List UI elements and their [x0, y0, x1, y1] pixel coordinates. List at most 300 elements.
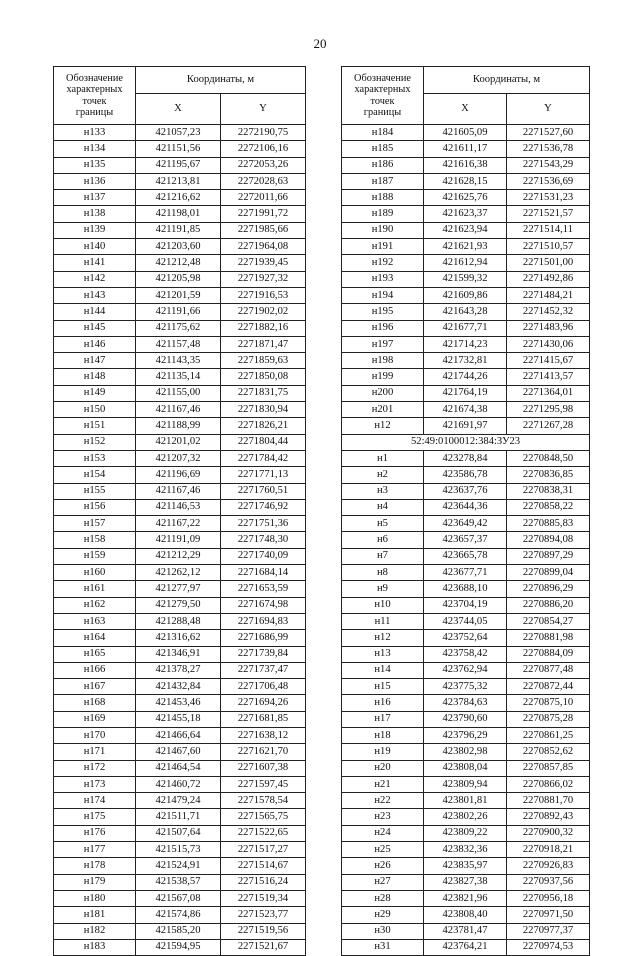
- y-coordinate-cell: 2271452,32: [507, 304, 590, 320]
- table-row: [54, 679, 306, 695]
- x-coordinate-cell: 423802,26: [424, 809, 507, 825]
- point-label-cell: н162: [54, 597, 136, 613]
- table-row: [342, 402, 590, 418]
- y-coordinate-cell: 2272053,26: [221, 157, 306, 173]
- point-label-cell: н7: [342, 548, 424, 564]
- table-row: [54, 776, 306, 792]
- point-label-cell: н182: [54, 923, 136, 939]
- y-coordinate-cell: 2270900,32: [507, 825, 590, 841]
- table-row: [54, 662, 306, 678]
- point-label-cell: н27: [342, 874, 424, 890]
- x-coordinate-cell: 421143,35: [136, 353, 221, 369]
- x-coordinate-cell: 421621,93: [424, 239, 507, 255]
- coordinates-header: Координаты, м: [136, 67, 306, 94]
- table-row: [54, 255, 306, 271]
- y-coordinate-cell: 2271543,29: [507, 157, 590, 173]
- x-coordinate-cell: 421467,60: [136, 744, 221, 760]
- x-coordinate-cell: 421625,76: [424, 190, 507, 206]
- x-coordinate-cell: 421262,12: [136, 565, 221, 581]
- point-label-cell: н189: [342, 206, 424, 222]
- point-label-cell: н167: [54, 679, 136, 695]
- table-row: [342, 565, 590, 581]
- point-label-cell: н16: [342, 695, 424, 711]
- table-row: [54, 548, 306, 564]
- x-coordinate-cell: 421146,53: [136, 499, 221, 515]
- y-coordinate-cell: 2271831,75: [221, 385, 306, 401]
- table-row: [342, 890, 590, 906]
- table-row: [342, 662, 590, 678]
- point-label-cell: н196: [342, 320, 424, 336]
- table-row: [342, 581, 590, 597]
- point-label-cell: н148: [54, 369, 136, 385]
- point-label-cell: н5: [342, 516, 424, 532]
- table-row: [54, 581, 306, 597]
- y-coordinate-cell: 2271621,70: [221, 744, 306, 760]
- point-label-cell: н168: [54, 695, 136, 711]
- coordinates-header: Координаты, м: [424, 67, 590, 94]
- x-coordinate-cell: 421628,15: [424, 173, 507, 189]
- y-coordinate-cell: 2271830,94: [221, 402, 306, 418]
- table-row: [54, 874, 306, 890]
- x-coordinate-cell: 421612,94: [424, 255, 507, 271]
- x-coordinate-cell: 423758,42: [424, 646, 507, 662]
- point-label-cell: н30: [342, 923, 424, 939]
- point-label-header-line: границы: [75, 107, 114, 118]
- x-coordinate-cell: 423762,94: [424, 662, 507, 678]
- table-row: [342, 190, 590, 206]
- table-row: [54, 499, 306, 515]
- x-coordinate-cell: 421432,84: [136, 679, 221, 695]
- table-row: [54, 271, 306, 287]
- y-coordinate-cell: 2271521,67: [221, 939, 306, 955]
- table-row: [54, 239, 306, 255]
- table-row: [54, 939, 306, 955]
- x-coordinate-cell: 423677,71: [424, 565, 507, 581]
- table-row: [54, 760, 306, 776]
- point-label-cell: н179: [54, 874, 136, 890]
- point-label-cell: н178: [54, 858, 136, 874]
- table-row: [342, 842, 590, 858]
- y-coordinate-cell: 2272011,66: [221, 190, 306, 206]
- y-coordinate-cell: 2270852,62: [507, 744, 590, 760]
- x-coordinate-cell: 421609,86: [424, 287, 507, 303]
- point-label-cell: н160: [54, 565, 136, 581]
- x-coordinate-cell: 423784,63: [424, 695, 507, 711]
- point-label-cell: н29: [342, 907, 424, 923]
- x-column-header: X: [424, 94, 507, 125]
- x-coordinate-cell: 421623,37: [424, 206, 507, 222]
- y-coordinate-cell: 2271519,34: [221, 890, 306, 906]
- y-coordinate-cell: 2271510,57: [507, 239, 590, 255]
- point-label-cell: н151: [54, 418, 136, 434]
- x-coordinate-cell: 421453,46: [136, 695, 221, 711]
- table-row: [342, 630, 590, 646]
- point-label-cell: н191: [342, 239, 424, 255]
- y-coordinate-cell: 2271681,85: [221, 711, 306, 727]
- y-coordinate-cell: 2271492,86: [507, 271, 590, 287]
- y-coordinate-cell: 2271985,66: [221, 222, 306, 238]
- table-row: [342, 809, 590, 825]
- table-row: [342, 711, 590, 727]
- x-coordinate-cell: 421155,00: [136, 385, 221, 401]
- point-label-cell: н20: [342, 760, 424, 776]
- y-coordinate-cell: 2271415,67: [507, 353, 590, 369]
- y-coordinate-cell: 2271871,47: [221, 336, 306, 352]
- y-coordinate-cell: 2271295,98: [507, 402, 590, 418]
- y-coordinate-cell: 2271739,84: [221, 646, 306, 662]
- point-label-cell: н185: [342, 141, 424, 157]
- point-label-cell: н15: [342, 679, 424, 695]
- point-label-cell: н195: [342, 304, 424, 320]
- x-coordinate-cell: 421201,02: [136, 434, 221, 450]
- x-coordinate-cell: 421205,98: [136, 271, 221, 287]
- point-label-cell: н153: [54, 450, 136, 466]
- table-row: [342, 385, 590, 401]
- point-label-cell: н169: [54, 711, 136, 727]
- y-coordinate-cell: 2271517,27: [221, 842, 306, 858]
- point-label-cell: н23: [342, 809, 424, 825]
- x-coordinate-cell: 421616,38: [424, 157, 507, 173]
- y-column-header: Y: [221, 94, 306, 125]
- table-row: [54, 793, 306, 809]
- y-coordinate-cell: 2271916,53: [221, 287, 306, 303]
- y-coordinate-cell: 2271694,83: [221, 613, 306, 629]
- y-coordinate-cell: 2270836,85: [507, 467, 590, 483]
- x-coordinate-cell: 421167,46: [136, 402, 221, 418]
- y-coordinate-cell: 2271607,38: [221, 760, 306, 776]
- table-row: [342, 353, 590, 369]
- table-row: [54, 141, 306, 157]
- y-coordinate-cell: 2271430,06: [507, 336, 590, 352]
- y-coordinate-cell: 2270884,09: [507, 646, 590, 662]
- y-coordinate-cell: 2270858,22: [507, 499, 590, 515]
- point-label-cell: н9: [342, 581, 424, 597]
- x-coordinate-cell: 421623,94: [424, 222, 507, 238]
- table-row: [54, 467, 306, 483]
- point-label-header-line: точек: [82, 95, 107, 107]
- y-coordinate-cell: 2270881,98: [507, 630, 590, 646]
- y-coordinate-cell: 2271484,21: [507, 287, 590, 303]
- y-coordinate-cell: 2271740,09: [221, 548, 306, 564]
- table-row: [54, 597, 306, 613]
- point-label-cell: н4: [342, 499, 424, 515]
- table-row: [342, 695, 590, 711]
- point-label-cell: н26: [342, 858, 424, 874]
- point-label-cell: н171: [54, 744, 136, 760]
- x-column-header: X: [136, 94, 221, 125]
- point-label-cell: н142: [54, 271, 136, 287]
- x-coordinate-cell: 421288,48: [136, 613, 221, 629]
- table-row: [54, 353, 306, 369]
- point-label-cell: н174: [54, 793, 136, 809]
- y-coordinate-cell: 2270892,43: [507, 809, 590, 825]
- x-coordinate-cell: 421191,09: [136, 532, 221, 548]
- point-label-cell: н139: [54, 222, 136, 238]
- x-coordinate-cell: 423796,29: [424, 727, 507, 743]
- x-coordinate-cell: 421196,69: [136, 467, 221, 483]
- land-parcel-cadastral-number: 52:49:0100012:384:ЗУ23: [342, 434, 590, 450]
- table-row: [342, 793, 590, 809]
- table-row: [342, 532, 590, 548]
- y-coordinate-cell: 2271536,69: [507, 173, 590, 189]
- y-coordinate-cell: 2270896,29: [507, 581, 590, 597]
- x-coordinate-cell: 423278,84: [424, 450, 507, 466]
- table-row: [342, 858, 590, 874]
- point-label-cell: н163: [54, 613, 136, 629]
- x-coordinate-cell: 421277,97: [136, 581, 221, 597]
- point-label-cell: н173: [54, 776, 136, 792]
- y-coordinate-cell: 2271686,99: [221, 630, 306, 646]
- y-coordinate-cell: 2271748,30: [221, 532, 306, 548]
- table-row: [342, 320, 590, 336]
- coordinates-table-left: [53, 66, 306, 956]
- y-coordinate-cell: 2271784,42: [221, 450, 306, 466]
- table-row: [54, 809, 306, 825]
- point-label-cell: н18: [342, 727, 424, 743]
- x-coordinate-cell: 421524,91: [136, 858, 221, 874]
- point-label-cell: н12: [342, 418, 424, 434]
- y-coordinate-cell: 2270926,83: [507, 858, 590, 874]
- x-coordinate-cell: 421455,18: [136, 711, 221, 727]
- table-row: [54, 418, 306, 434]
- table-row: [54, 402, 306, 418]
- table-row: [342, 450, 590, 466]
- table-row: [54, 125, 306, 141]
- table-row: [342, 548, 590, 564]
- table-row: [342, 939, 590, 955]
- y-coordinate-cell: 2271706,48: [221, 679, 306, 695]
- x-coordinate-cell: 421460,72: [136, 776, 221, 792]
- table-row: [342, 727, 590, 743]
- x-coordinate-cell: 421611,17: [424, 141, 507, 157]
- table-row: [342, 125, 590, 141]
- x-coordinate-cell: 421507,64: [136, 825, 221, 841]
- y-coordinate-cell: 2270848,50: [507, 450, 590, 466]
- y-coordinate-cell: 2270872,44: [507, 679, 590, 695]
- table-row: [54, 890, 306, 906]
- x-coordinate-cell: 421346,91: [136, 646, 221, 662]
- table-row: [54, 907, 306, 923]
- y-coordinate-cell: 2270899,04: [507, 565, 590, 581]
- x-coordinate-cell: 423637,76: [424, 483, 507, 499]
- y-coordinate-cell: 2270897,29: [507, 548, 590, 564]
- x-coordinate-cell: 423790,60: [424, 711, 507, 727]
- point-label-cell: н152: [54, 434, 136, 450]
- x-coordinate-cell: 421188,99: [136, 418, 221, 434]
- point-label-cell: н183: [54, 939, 136, 955]
- x-coordinate-cell: 421511,71: [136, 809, 221, 825]
- point-label-cell: н188: [342, 190, 424, 206]
- y-coordinate-cell: 2271804,44: [221, 434, 306, 450]
- point-label-cell: н194: [342, 287, 424, 303]
- y-coordinate-cell: 2270875,28: [507, 711, 590, 727]
- x-coordinate-cell: 421538,57: [136, 874, 221, 890]
- point-label-cell: н166: [54, 662, 136, 678]
- table-row: [54, 858, 306, 874]
- point-label-cell: н192: [342, 255, 424, 271]
- x-coordinate-cell: 421643,28: [424, 304, 507, 320]
- table-row: [54, 727, 306, 743]
- point-label-cell: н164: [54, 630, 136, 646]
- point-label-cell: н21: [342, 776, 424, 792]
- x-coordinate-cell: 421674,38: [424, 402, 507, 418]
- y-coordinate-cell: 2271514,11: [507, 222, 590, 238]
- point-label-cell: н172: [54, 760, 136, 776]
- point-label-cell: н158: [54, 532, 136, 548]
- table-row: [342, 874, 590, 890]
- table-row: [54, 842, 306, 858]
- x-coordinate-cell: 423764,21: [424, 939, 507, 955]
- point-label-cell: н176: [54, 825, 136, 841]
- y-coordinate-cell: 2270875,10: [507, 695, 590, 711]
- table-row: [342, 418, 590, 434]
- table-row: [54, 646, 306, 662]
- point-label-cell: н145: [54, 320, 136, 336]
- x-coordinate-cell: 421691,97: [424, 418, 507, 434]
- table-row: [54, 923, 306, 939]
- point-label-header-line: точек: [370, 95, 395, 107]
- x-coordinate-cell: 423644,36: [424, 499, 507, 515]
- y-coordinate-cell: 2271527,60: [507, 125, 590, 141]
- point-label-cell: н150: [54, 402, 136, 418]
- x-coordinate-cell: 423808,40: [424, 907, 507, 923]
- x-coordinate-cell: 421279,50: [136, 597, 221, 613]
- y-coordinate-cell: 2271578,54: [221, 793, 306, 809]
- y-coordinate-cell: 2271882,16: [221, 320, 306, 336]
- x-coordinate-cell: 423665,78: [424, 548, 507, 564]
- point-label-cell: н134: [54, 141, 136, 157]
- table-row: [342, 760, 590, 776]
- y-coordinate-cell: 2270877,48: [507, 662, 590, 678]
- y-coordinate-cell: 2271653,59: [221, 581, 306, 597]
- y-coordinate-cell: 2271521,57: [507, 206, 590, 222]
- table-row: [342, 467, 590, 483]
- table-row: [54, 565, 306, 581]
- y-coordinate-cell: 2272106,16: [221, 141, 306, 157]
- table-row: [342, 336, 590, 352]
- x-coordinate-cell: 421203,60: [136, 239, 221, 255]
- table-row: [342, 304, 590, 320]
- point-label-cell: н155: [54, 483, 136, 499]
- table-row: [342, 369, 590, 385]
- table-row: [342, 287, 590, 303]
- point-label-header-line: границы: [363, 107, 402, 118]
- table-row: [342, 646, 590, 662]
- table-row: [54, 532, 306, 548]
- x-coordinate-cell: 421677,71: [424, 320, 507, 336]
- table-row: [54, 206, 306, 222]
- table-row: [54, 222, 306, 238]
- x-coordinate-cell: 423744,05: [424, 613, 507, 629]
- x-coordinate-cell: 421479,24: [136, 793, 221, 809]
- table-body-right-b: [342, 450, 590, 955]
- x-coordinate-cell: 421714,23: [424, 336, 507, 352]
- x-coordinate-cell: 421515,73: [136, 842, 221, 858]
- point-label-cell: н138: [54, 206, 136, 222]
- x-coordinate-cell: 421213,81: [136, 173, 221, 189]
- table-row: [54, 613, 306, 629]
- point-label-cell: н8: [342, 565, 424, 581]
- point-label-cell: н31: [342, 939, 424, 955]
- y-coordinate-cell: 2271501,00: [507, 255, 590, 271]
- point-label-cell: н12: [342, 630, 424, 646]
- point-label-cell: н175: [54, 809, 136, 825]
- point-label-cell: н170: [54, 727, 136, 743]
- point-label-cell: н199: [342, 369, 424, 385]
- table-row: [54, 695, 306, 711]
- table-row: [342, 173, 590, 189]
- y-coordinate-cell: 2271674,98: [221, 597, 306, 613]
- table-row: [54, 483, 306, 499]
- y-coordinate-cell: 2271565,75: [221, 809, 306, 825]
- point-label-cell: н133: [54, 125, 136, 141]
- table-row: [342, 516, 590, 532]
- y-coordinate-cell: 2271939,45: [221, 255, 306, 271]
- table-row: [54, 320, 306, 336]
- y-coordinate-cell: 2271523,77: [221, 907, 306, 923]
- table-row: [342, 141, 590, 157]
- point-label-cell: н22: [342, 793, 424, 809]
- point-label-cell: н197: [342, 336, 424, 352]
- y-coordinate-cell: 2271771,13: [221, 467, 306, 483]
- x-coordinate-cell: 421157,48: [136, 336, 221, 352]
- point-label-cell: н25: [342, 842, 424, 858]
- point-label-cell: н190: [342, 222, 424, 238]
- point-label-cell: н198: [342, 353, 424, 369]
- table-row: [342, 271, 590, 287]
- x-coordinate-cell: 421212,29: [136, 548, 221, 564]
- x-coordinate-cell: 421585,20: [136, 923, 221, 939]
- x-coordinate-cell: 423801,81: [424, 793, 507, 809]
- point-label-cell: н186: [342, 157, 424, 173]
- y-coordinate-cell: 2270857,85: [507, 760, 590, 776]
- table-row: [342, 679, 590, 695]
- y-coordinate-cell: 2271413,57: [507, 369, 590, 385]
- x-coordinate-cell: 421212,48: [136, 255, 221, 271]
- y-coordinate-cell: 2271684,14: [221, 565, 306, 581]
- point-label-cell: н13: [342, 646, 424, 662]
- x-coordinate-cell: 423649,42: [424, 516, 507, 532]
- y-coordinate-cell: 2270854,27: [507, 613, 590, 629]
- point-label-cell: н24: [342, 825, 424, 841]
- y-coordinate-cell: 2271737,47: [221, 662, 306, 678]
- y-coordinate-cell: 2271991,72: [221, 206, 306, 222]
- y-coordinate-cell: 2271964,08: [221, 239, 306, 255]
- table-row: [54, 385, 306, 401]
- x-coordinate-cell: 421201,59: [136, 287, 221, 303]
- point-label-cell: н180: [54, 890, 136, 906]
- table-row: [54, 516, 306, 532]
- table-row: [54, 287, 306, 303]
- y-coordinate-cell: 2271267,28: [507, 418, 590, 434]
- point-label-cell: н28: [342, 890, 424, 906]
- y-coordinate-cell: 2271483,96: [507, 320, 590, 336]
- point-label-cell: н146: [54, 336, 136, 352]
- point-label-cell: н156: [54, 499, 136, 515]
- table-row: [342, 744, 590, 760]
- table-row: [342, 613, 590, 629]
- point-label-cell: н135: [54, 157, 136, 173]
- y-coordinate-cell: 2270971,50: [507, 907, 590, 923]
- table-row: [342, 825, 590, 841]
- y-coordinate-cell: 2270866,02: [507, 776, 590, 792]
- y-coordinate-cell: 2272028,63: [221, 173, 306, 189]
- x-coordinate-cell: 423775,32: [424, 679, 507, 695]
- y-coordinate-cell: 2270977,37: [507, 923, 590, 939]
- point-label-cell: н193: [342, 271, 424, 287]
- y-coordinate-cell: 2271536,78: [507, 141, 590, 157]
- table-row: [342, 776, 590, 792]
